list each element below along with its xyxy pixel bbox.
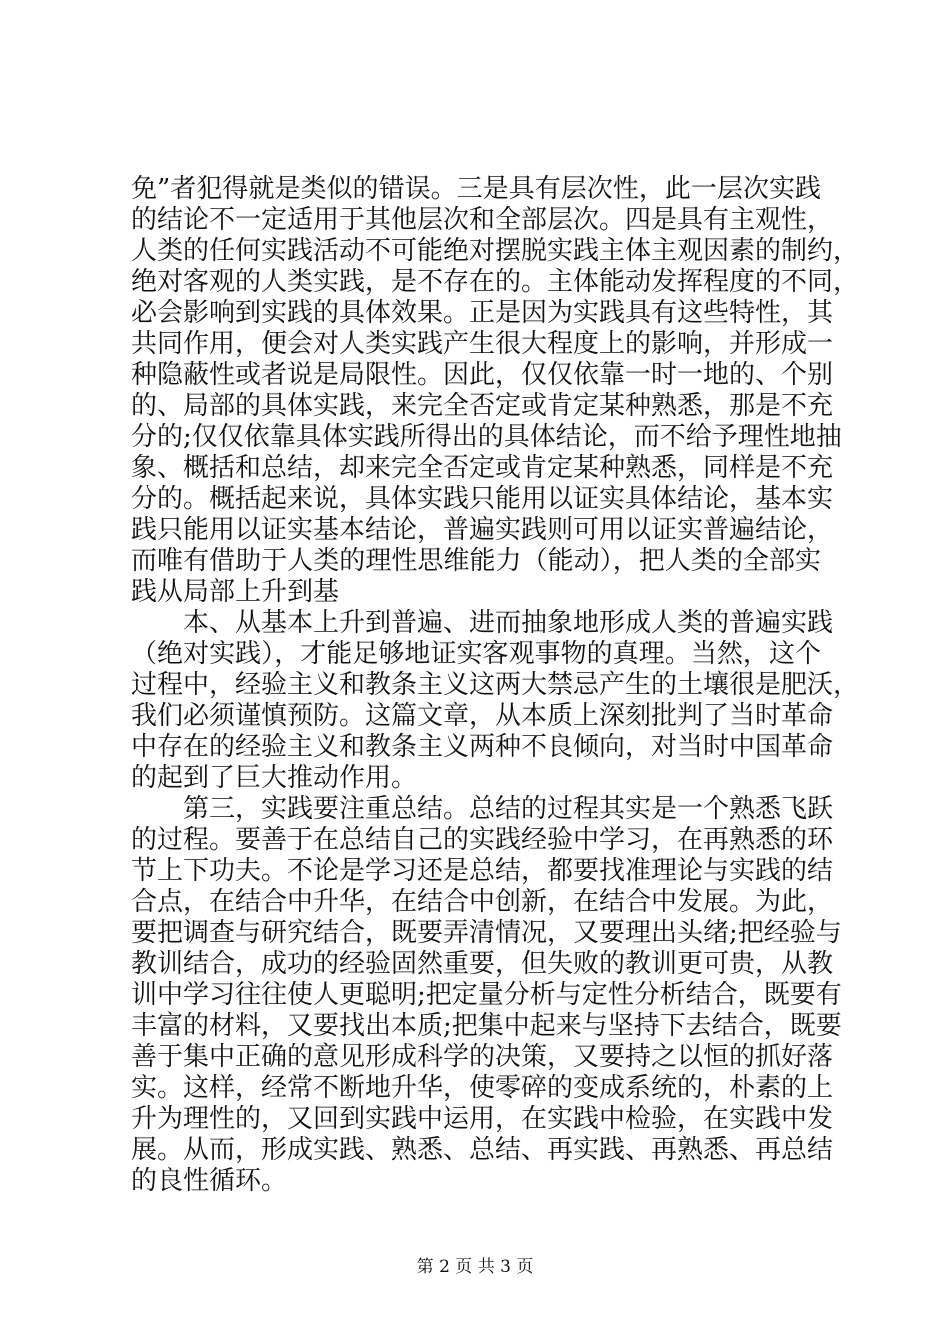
text-line: 展。从而，形成实践、熟悉、总结、再实践、再熟悉、再总结 bbox=[131, 1135, 834, 1165]
text-line: 的起到了巨大推动作用。 bbox=[131, 763, 418, 793]
text-line: 种隐蔽性或者说是局限性。因此，仅仅依靠一时一地的、个别 bbox=[131, 360, 834, 390]
text-line: 而唯有借助于人类的理性思维能力（能动），把人类的全部实 bbox=[131, 546, 821, 576]
text-line: 共同作用，便会对人类实践产生很大程度上的影响，并形成一 bbox=[131, 329, 834, 359]
text-line: 训中学习往往使人更聪明;把定量分析与定性分析结合，既要有 bbox=[131, 980, 842, 1010]
text-line: 中存在的经验主义和教条主义两种不良倾向，对当时中国革命 bbox=[131, 732, 834, 762]
body-text bbox=[131, 174, 860, 1197]
text-line: 合点，在结合中升华，在结合中创新，在结合中发展。为此， bbox=[131, 887, 834, 917]
text-line: 第三，实践要注重总结。总结的过程其实是一个熟悉飞跃 bbox=[183, 794, 834, 824]
text-line: （绝对实践），才能足够地证实客观事物的真理。当然，这个 bbox=[131, 639, 821, 669]
text-line: 节上下功夫。不论是学习还是总结，都要找准理论与实践的结 bbox=[131, 856, 834, 886]
text-line: 人类的任何实践活动不可能绝对摆脱实践主体主观因素的制约， bbox=[131, 236, 860, 266]
text-line: 分的。概括起来说，具体实践只能用以证实具体结论，基本实 bbox=[131, 484, 834, 514]
text-line: 的良性循环。 bbox=[131, 1166, 288, 1196]
text-line: 的、局部的具体实践，来完全否定或肯定某种熟悉，那是不充 bbox=[131, 391, 834, 421]
text-line: 绝对客观的人类实践，是不存在的。主体能动发挥程度的不同， bbox=[131, 267, 860, 297]
text-line: 免”者犯得就是类似的错误。三是具有层次性，此一层次实践 bbox=[131, 174, 821, 204]
text-line: 要把调查与研究结合，既要弄清情况，又要理出头绪;把经验与 bbox=[131, 918, 842, 948]
text-line: 分的;仅仅依靠具体实践所得出的具体结论，而不给予理性地抽 bbox=[131, 422, 842, 452]
text-line: 升为理性的，又回到实践中运用，在实践中检验，在实践中发 bbox=[131, 1104, 834, 1134]
text-line: 必会影响到实践的具体效果。正是因为实践具有这些特性，其 bbox=[131, 298, 834, 328]
text-line: 践只能用以证实基本结论，普遍实践则可用以证实普遍结论， bbox=[131, 515, 834, 545]
text-line: 践从局部上升到基 bbox=[131, 577, 340, 607]
text-line: 本、从基本上升到普遍、进而抽象地形成人类的普遍实践 bbox=[183, 608, 834, 638]
text-line: 的过程。要善于在总结自己的实践经验中学习，在再熟悉的环 bbox=[131, 825, 834, 855]
page-footer: 第 2 页 共 3 页 bbox=[416, 1257, 534, 1277]
text-line: 善于集中正确的意见形成科学的决策，又要持之以恒的抓好落 bbox=[131, 1042, 834, 1072]
text-line: 实。这样，经常不断地升华，使零碎的变成系统的，朴素的上 bbox=[131, 1073, 834, 1103]
text-line: 的结论不一定适用于其他层次和全部层次。四是具有主观性， bbox=[131, 205, 834, 235]
text-line: 我们必须谨慎预防。这篇文章，从本质上深刻批判了当时革命 bbox=[131, 701, 834, 731]
text-line: 教训结合，成功的经验固然重要，但失败的教训更可贵，从教 bbox=[131, 949, 834, 979]
text-line: 象、概括和总结，却来完全否定或肯定某种熟悉，同样是不充 bbox=[131, 453, 834, 483]
text-line: 丰富的材料，又要找出本质;把集中起来与坚持下去结合，既要 bbox=[131, 1011, 842, 1041]
text-line: 过程中，经验主义和教条主义这两大禁忌产生的土壤很是肥沃， bbox=[131, 670, 860, 700]
